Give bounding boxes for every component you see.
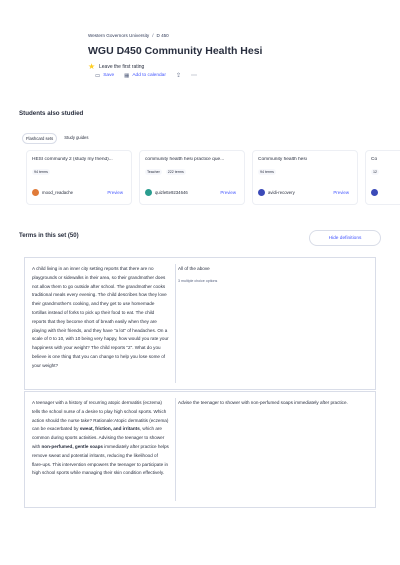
more-icon[interactable]: ⋯ [190,73,197,79]
multiple-choice-note: 3 multiple choice options [178,278,218,283]
study-set-card[interactable] [252,150,358,205]
question-text: immediately after practice helps remove sweat and potential irritants, reducing the likelihood of flare-ups. This intervention empowers the teenager to participate in high school sports while managing their skin condition effectively. [32,443,169,476]
also-studied-carousel [26,150,400,206]
avatar [145,189,152,196]
save-button[interactable] [95,73,114,79]
card-title: HESI community 2 (study my friend)... [32,157,113,162]
terms-count: 94 terms [260,170,274,174]
term-card [24,257,376,390]
study-set-card[interactable] [365,150,400,205]
card-username[interactable]: quizlette9234646 [155,190,188,195]
term-card [24,391,376,508]
avatar [371,189,378,196]
rating-row[interactable] [88,63,144,70]
terms-count: 94 terms [34,170,48,174]
card-title: Community health hesi [258,157,307,162]
add-calendar-label: Add to calendar [132,73,166,78]
term-divider [175,398,176,501]
question-text: , which are common during sports activities. Advising the teenager to shower with [32,426,165,449]
term-question [32,399,169,478]
breadcrumb-school[interactable]: Western Governors University [88,33,150,38]
card-username[interactable]: mood_readache [42,190,74,195]
rating-label: Leave the first rating [99,63,145,70]
terms-count: 222 terms [167,170,184,174]
tab-flashcard-sets[interactable]: Flashcard sets [22,133,57,144]
avatar [32,189,39,196]
card-username[interactable]: avidi-recovery [268,190,295,195]
page-title: WGU D450 Community Health Hesi [88,45,263,57]
teacher-badge: Teacher [147,170,160,174]
term-answer [178,265,368,286]
question-text: A teenager with a history of recurring atopic dermatitis (eczema) tells the school nurse of a desire to play high school sports. Which action should the nurse take? Rationale:Atopic dermatitis (eczema) can be exacerbated by [32,400,169,432]
students-also-studied-heading: Students also studied [19,110,84,117]
hide-definitions-button[interactable]: Hide definitions [309,230,381,246]
study-set-card[interactable] [26,150,132,205]
tab-study-guides[interactable]: Study guides [64,135,89,140]
folder-icon: ▭ [95,72,101,79]
breadcrumb-course[interactable]: D 450 [156,33,169,38]
breadcrumb-separator: / [152,33,154,38]
avatar [258,189,265,196]
question-emphasis: sweat, friction, and irritants [79,426,140,432]
save-label: Save [103,73,115,78]
question-emphasis: non-perfumed, gentle soaps [41,443,103,449]
set-actions [95,72,197,79]
preview-button[interactable]: Preview [333,190,349,195]
also-studied-tabs [22,133,91,144]
calendar-icon: ▦ [124,72,130,79]
term-question: A child living in an inner city setting reports that there are no playgrounds or sidewalks in their area, so their grandmother does not allow them to go outside after school. The grandmother cooks traditional meals every evening. The child describes how they love their grandmother's cooking, and they get to use homemade tortillas instead of forks to pick up their food to eat. The child reports that they become short of breath easily when they are playing with their friends, and they have "a lot" of headaches. On a scale of 0 to 10, with 10 being very happy, how would you rate your happiness with your weight? The child reports "2". What do you believe is one thing that you can change to help you lose some of your weight? [32,266,169,368]
term-answer: Advise the teenager to shower with non-perfumed soaps immediately after practice. [178,400,348,405]
card-title: community health hesi practice que... [145,157,225,162]
term-answer-text: All of the above [178,266,210,271]
breadcrumb [88,33,169,38]
add-to-calendar-button[interactable] [124,73,166,79]
card-title: Co [371,157,378,162]
term-divider [175,264,176,383]
terms-count: 12 [373,170,377,174]
share-icon[interactable]: ⇪ [175,73,181,79]
terms-heading: Terms in this set (50) [19,233,79,239]
study-set-card[interactable] [139,150,245,205]
star-icon: ★ [88,62,96,71]
preview-button[interactable]: Preview [220,190,236,195]
preview-button[interactable]: Preview [107,190,123,195]
